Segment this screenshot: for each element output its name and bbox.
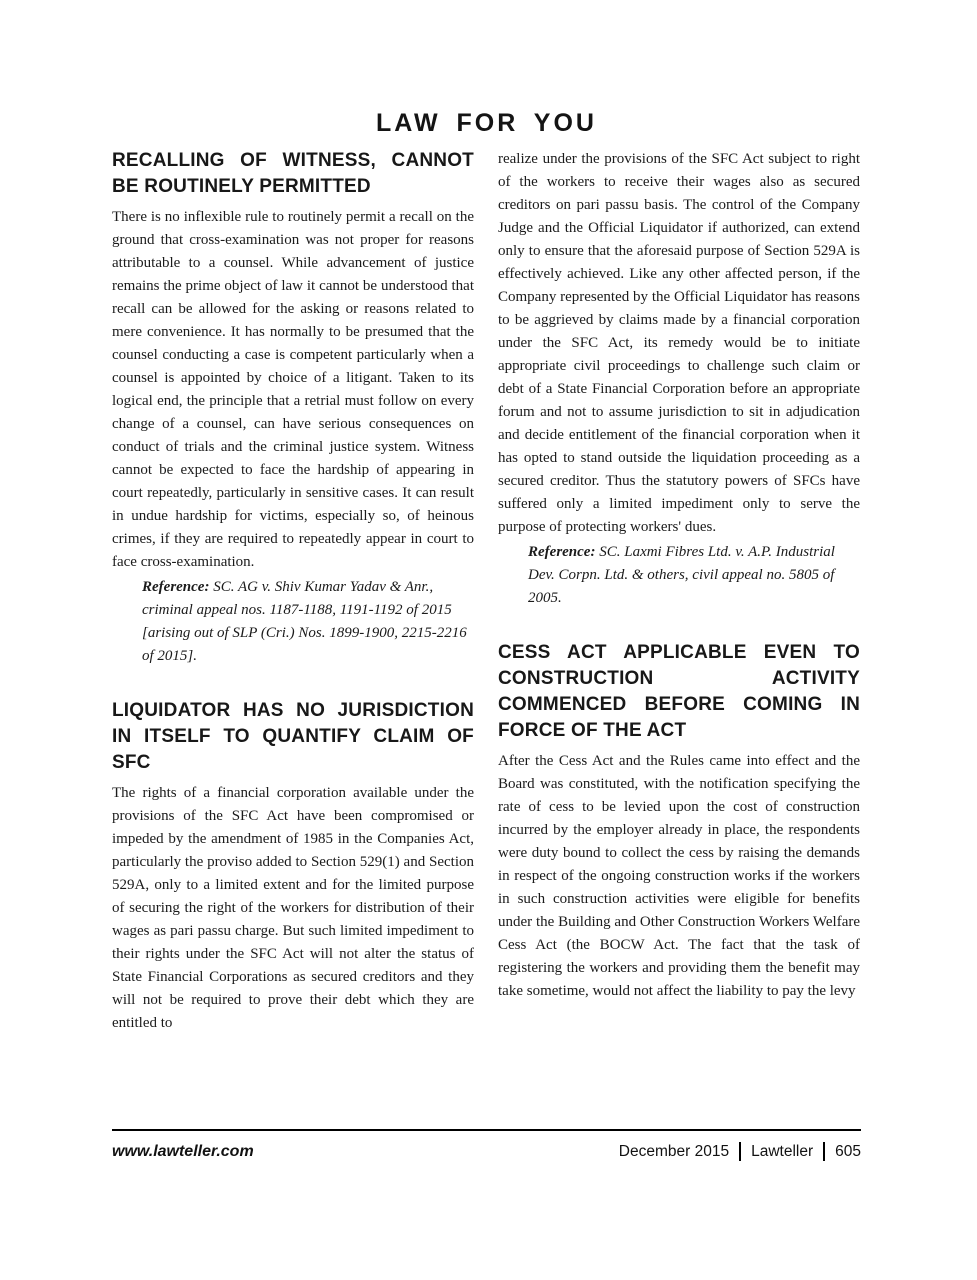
- article-1-heading: RECALLING OF WITNESS, CANNOT BE ROUTINELY PERMITTED: [112, 150, 474, 197]
- footer-row: [112, 1142, 861, 1161]
- footer-separator-bar: [739, 1142, 741, 1161]
- article-2-body-right: realize under the provisions of the SFC Act subject to right of the workers to receive their wages also as secured creditors on pari passu basis. The control of the Company Judge and the Official Liquidator if authorized, can extend only to ensure that the aforesaid purpose of Section 529A is effectively achieved. Like any other affected person, if the Company represented by the Official Liquidator has reasons to be aggrieved by claims made by a financial corporation under the SFC Act, its remedy would be to initiate appropriate civil proceedings to challenge such claim or debt of a State Financial Corporation before an appropriate forum and not to assume jurisdiction to sit in adjudication and decide entitlement of the financial corporation when it has opted to stand outside the liquidation proceeding as a secured creditor. Thus the statutory powers of SFCs have suffered only a limited impediment only to serve the purpose of protecting workers' dues.: [498, 151, 860, 535]
- article-2-heading: LIQUIDATOR HAS NO JURISDICTION IN ITSELF TO QUANTIFY CLAIM OF SFC: [112, 700, 474, 773]
- article-1-reference: [142, 576, 474, 668]
- reference-text: SC. AG v. Shiv Kumar Yadav & Anr., criminal appeal nos. 1187-1188, 1191-1192 of 2015 [arising out of SLP (Cri.) Nos. 1899-1900, 2215-2216 of 2015].: [142, 579, 467, 664]
- footer-website: www.lawteller.com: [112, 1142, 254, 1160]
- page-title: LAW FOR YOU: [376, 109, 597, 137]
- footer-magazine-name: Lawteller: [751, 1142, 814, 1160]
- reference-label: Reference:: [528, 544, 596, 560]
- footer-divider-rule: [112, 1129, 861, 1131]
- article-3-heading: CESS ACT APPLICABLE EVEN TO CONSTRUCTION ACTIVITY COMMENCED BEFORE COMING IN FORCE OF THE ACT: [498, 642, 860, 741]
- footer-separator-bar: [823, 1142, 825, 1161]
- two-column-layout: [112, 148, 861, 1035]
- footer-issue-info: [619, 1142, 861, 1161]
- article-2-body-left: The rights of a financial corporation available under the provisions of the SFC Act have been compromised or impeded by the amendment of 1985 in the Companies Act, particularly the proviso added to Section 529(1) and Section 529A, only to a limited extent and for the limited purpose of securing the right of the workers for distribution of their wages as pari passu charge. But such limited impediment to their rights under the SFC Act will not alter the status of State Financial Corporations as secured creditors and they will not be required to prove their debt which they are entitled to: [112, 785, 474, 1031]
- page-content: [112, 108, 861, 1035]
- footer-page-number: 605: [835, 1142, 861, 1160]
- reference-label: Reference:: [142, 579, 210, 595]
- right-column: [498, 148, 860, 1035]
- left-column: [112, 148, 474, 1035]
- article-1-body: There is no inflexible rule to routinely permit a recall on the ground that cross-examination was not proper for reasons attributable to a counsel. While advancement of justice remains the prime object of law it cannot be understood that recall can be allowed for the asking or reasons related to mere convenience. It has normally to be presumed that the counsel conducting a case is competent particularly when a counsel is appointed by choice of a litigant. Taken to its logical end, the principle that a retrial must follow on every change of a counsel, can have serious consequences on conduct of trials and the criminal justice system. Witness cannot be expected to face the hardship of appearing in court repeatedly, particularly in sensitive cases. It can result in undue hardship for victims, especially so, of heinous crimes, if they are required to repeatedly appear in court to face cross-examination.: [112, 209, 474, 570]
- reference-text: SC. Laxmi Fibres Ltd. v. A.P. Industrial Dev. Corpn. Ltd. & others, civil appeal no. 5805 of 2005.: [528, 544, 835, 606]
- article-3-body: After the Cess Act and the Rules came into effect and the Board was constituted, with the notification specifying the rate of cess to be levied upon the cost of construction incurred by the employer already in place, the respondents were duty bound to collect the cess by raising the demands in respect of the ongoing construction works if the workers in such construction activities were eligible for benefits under the Building and Other Construction Workers Welfare Cess Act (the BOCW Act. The fact that the task of registering the workers and providing them the benefit may take sometime, would not affect the liability to pay the levy: [498, 753, 860, 999]
- article-2-reference: [528, 541, 860, 610]
- footer-date: December 2015: [618, 1142, 730, 1160]
- page-footer: [112, 1129, 861, 1161]
